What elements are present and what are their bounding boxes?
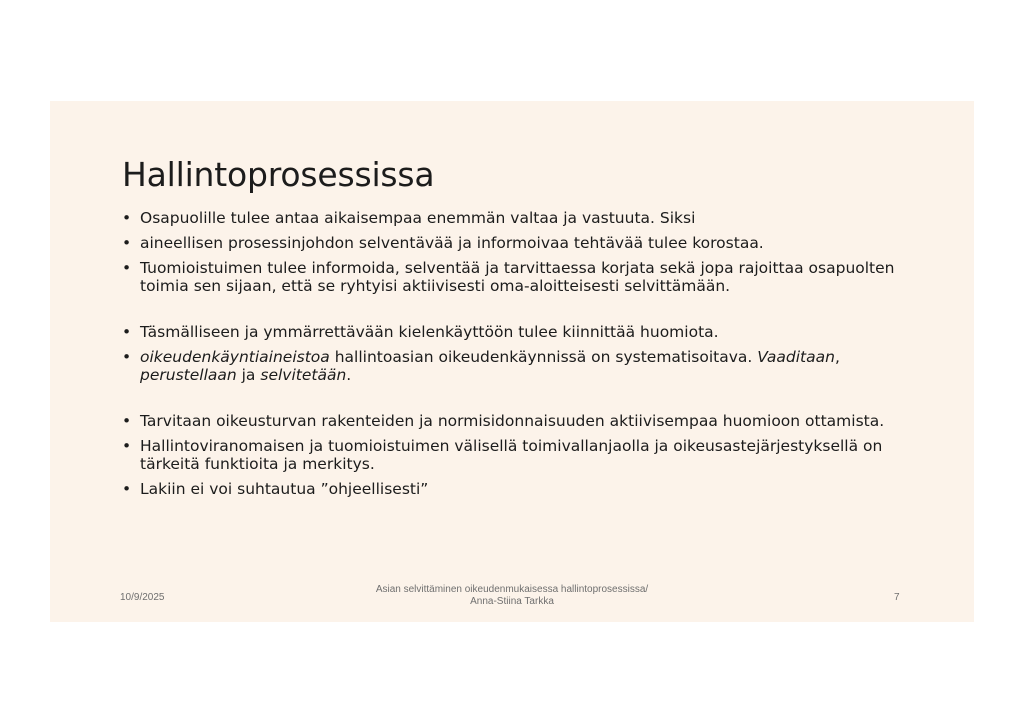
bullet-text: . — [346, 366, 352, 384]
footer-title-line: Asian selvittäminen oikeudenmukaisessa hallintoprosessissa/ — [375, 584, 649, 595]
slide-title: Hallintoprosessissa — [122, 155, 435, 194]
bullet-text: hallintoasian oikeudenkäynnissä on systematisoitava. — [329, 348, 758, 366]
bullet-text: , — [834, 348, 840, 366]
bullet-group — [122, 323, 912, 384]
footer-presentation-title — [350, 584, 674, 608]
bullet-item — [122, 480, 912, 498]
bullet-text-italic: perustellaan — [140, 366, 237, 384]
bullet-text: Tarvitaan oikeusturvan rakenteiden ja normisidonnaisuuden aktiivisempaa huomioon ottamista. — [140, 412, 885, 430]
bullet-text: Tuomioistuimen tulee informoida, selventää ja tarvittaessa korjata sekä jopa rajoittaa osapuolten toimia sen sijaan, että se ryhtyisi aktiivisesti oma-aloitteisesti selvittämään. — [140, 259, 895, 295]
bullet-text: ja — [236, 366, 261, 384]
bullet-item — [122, 323, 912, 341]
slide — [50, 101, 974, 622]
slide-content — [122, 209, 912, 505]
bullet-item — [122, 412, 912, 430]
bullet-text: Osapuolille tulee antaa aikaisempaa enemmän valtaa ja vastuuta. Siksi — [140, 209, 696, 227]
bullet-text-italic: oikeudenkäyntiaineistoa — [140, 348, 330, 366]
footer-page-number: 7 — [894, 592, 900, 603]
bullet-item — [122, 234, 912, 252]
footer-author-line: Anna-Stiina Tarkka — [470, 596, 554, 607]
bullet-item — [122, 437, 912, 473]
bullet-text: Täsmälliseen ja ymmärrettävään kielenkäyttöön tulee kiinnittää huomiota. — [140, 323, 719, 341]
bullet-text-italic: Vaaditaan — [757, 348, 835, 366]
footer-date: 10/9/2025 — [120, 592, 165, 603]
bullet-group — [122, 412, 912, 498]
bullet-item — [122, 209, 912, 227]
bullet-text: Hallintoviranomaisen ja tuomioistuimen välisellä toimivallanjaolla ja oikeusastejärjestyksellä on tärkeitä funktioita ja merkitys. — [140, 437, 883, 473]
bullet-item — [122, 348, 912, 384]
bullet-text: aineellisen prosessinjohdon selventävää ja informoivaa tehtävää tulee korostaa. — [140, 234, 764, 252]
bullet-text: Lakiin ei voi suhtautua ”ohjeellisesti” — [140, 480, 429, 498]
bullet-group — [122, 209, 912, 295]
bullet-item — [122, 259, 912, 295]
bullet-text-italic: selvitetään — [260, 366, 347, 384]
